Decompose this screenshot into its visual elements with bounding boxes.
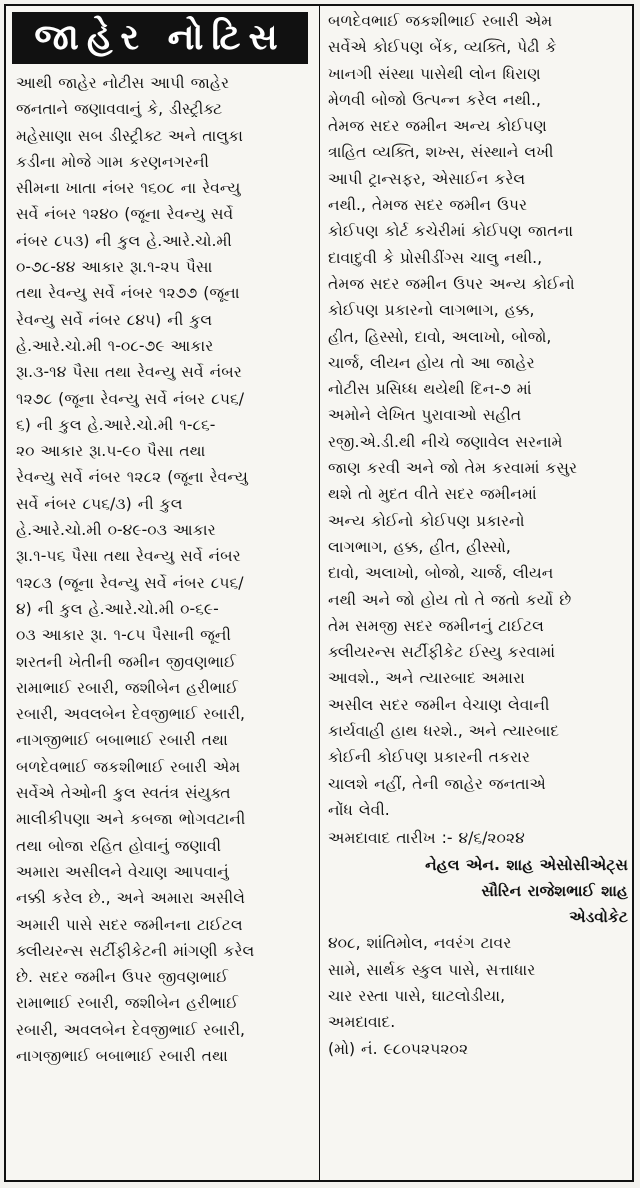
body-line: રામાભાઈ રબારી, જશીબેન હરીભાઈ bbox=[16, 678, 239, 697]
body-line: ક્લીયરન્સ સર્ટીફીકેટ ઈસ્યુ કરવામાં bbox=[328, 643, 556, 662]
body-line: ૧૨૮૩ (જૂના રેવન્યુ સર્વે નંબર ૮૫૬/ bbox=[16, 573, 244, 592]
body-line: કોઈપણ કોર્ટ કચેરીમાં કોઈપણ જાતના bbox=[328, 222, 574, 241]
body-line: ૧૨૭૮ (જૂના રેવન્યુ સર્વે નંબર ૮૫૬/ bbox=[16, 389, 244, 408]
body-line: નાગજીભાઈ બબાભાઈ રબારી તથા bbox=[16, 731, 228, 750]
signature-name: સૌરિન રાજેશભાઈ શાહ bbox=[481, 881, 628, 900]
body-line: ક્લીયરન્સ સર્ટીફીકેટની માંગણી કરેલ bbox=[16, 941, 255, 960]
body-line: ૪) ની કુલ હે.આરે.ચો.મી ૦-૬૯- bbox=[16, 599, 219, 618]
body-line: રામાભાઈ રબારી, જશીબેન હરીભાઈ bbox=[16, 994, 239, 1013]
body-line: રૂા.૧-૫૬ પૈસા તથા રેવન્યુ સર્વે નંબર bbox=[16, 547, 241, 566]
body-line: ચાર્જ, લીયન હોય તો આ જાહેર bbox=[328, 353, 535, 372]
body-line: સર્વેએ તેઓની કુલ સ્વતંત્ર સંયુક્ત bbox=[16, 784, 231, 803]
body-line: રેવન્યુ સર્વે નંબર ૮૪૫) ની કુલ bbox=[16, 310, 213, 329]
body-line: હે.આરે.ચો.મી ૧-૦૮-૭૯ આકાર bbox=[16, 336, 214, 355]
body-line: જાણ કરવી અને જો તેમ કરવામાં કસુર bbox=[328, 459, 578, 478]
body-line: આપી ટ્રાન્સફર, એસાઈન કરેલ bbox=[328, 169, 526, 188]
body-line: બળદેવભાઈ જકશીભાઈ રબારી એમ bbox=[16, 757, 241, 776]
address-line: ચાર રસ્તા પાસે, ઘાટલોડીયા, bbox=[328, 986, 506, 1005]
body-line: આવશે., અને ત્યારબાદ અમારા bbox=[328, 669, 525, 688]
right-column bbox=[328, 8, 628, 1062]
body-line: કોઈપણ પ્રકારનો લાગભાગ, હક્ક, bbox=[328, 301, 535, 320]
body-line: ૨૦ આકાર રૂા.૫-૯૦ પૈસા તથા bbox=[16, 442, 206, 461]
body-line: લાગભાગ, હક્ક, હીત, હીસ્સો, bbox=[328, 537, 511, 556]
body-line: મેળવી બોજો ઉત્પન્ન કરેલ નથી., bbox=[328, 90, 541, 109]
body-line: દાવાદુવી કે પ્રોસીડીંગ્સ ચાલુ નથી., bbox=[328, 248, 543, 267]
body-line: ૦-૭૮-૪૪ આકાર રૂા.૧-૨૫ પૈસા bbox=[16, 258, 213, 277]
signature-role: એડવોકેટ bbox=[569, 908, 628, 927]
notice-title: જાહેર નોટિસ bbox=[12, 12, 308, 64]
body-line: સર્વે નંબર ૮૫૬/૩) ની કુલ bbox=[16, 494, 183, 513]
signature-firm: નેહલ એન. શાહ એસોસીએટ્સ bbox=[425, 855, 628, 874]
body-line: ૬) ની કુલ હે.આરે.ચો.મી ૧-૮૬- bbox=[16, 415, 216, 434]
body-line: અસીલ સદર જમીન વેચાણ લેવાની bbox=[328, 695, 550, 714]
body-line: અમોને લેખિત પુરાવાઓ સહીત bbox=[328, 406, 522, 425]
body-line: છે. સદર જમીન ઉપર જીવણભાઈ bbox=[16, 968, 229, 987]
body-line: રબારી, અવલબેન દેવજીભાઈ રબારી, bbox=[16, 705, 245, 724]
body-line: નથી., તેમજ સદર જમીન ઉપર bbox=[328, 196, 528, 215]
body-line: નોંધ લેવી. bbox=[328, 800, 390, 819]
address-line: સામે, સાર્થક સ્કુલ પાસે, સત્તાધાર bbox=[328, 960, 536, 979]
body-line: રબારી, અવલબેન દેવજીભાઈ રબારી, bbox=[16, 1020, 245, 1039]
body-line: તેમજ સદર જમીન ઉપર અન્ય કોઈનો bbox=[328, 274, 575, 293]
body-line: નોટીસ પ્રસિધ્ધ થયેથી દિન-૭ માં bbox=[328, 380, 532, 399]
body-line: થશે તો મુદત વીતે સદર જમીનમાં bbox=[328, 485, 537, 504]
notice-date: અમદાવાદ તારીખ :- ૪/૬/૨૦૨૪ bbox=[328, 829, 525, 848]
notice-frame bbox=[4, 4, 634, 1182]
body-line: આથી જાહેર નોટીસ આપી જાહેર bbox=[16, 74, 230, 92]
contact-number: (મો) નં. ૯૮૦૫૨૫૨૦૨ bbox=[328, 1039, 469, 1058]
body-line: તથા બોજા રહિત હોવાનું જણાવી bbox=[16, 836, 222, 855]
body-line: અમારા અસીલને વેચાણ આપવાનું bbox=[16, 862, 229, 881]
left-column bbox=[16, 70, 310, 1069]
column-divider bbox=[319, 6, 320, 1180]
body-line: રજી.એ.ડી.થી નીચે જણાવેલ સરનામે bbox=[328, 432, 563, 451]
body-line: નાગજીભાઈ બબાભાઈ રબારી તથા bbox=[16, 1046, 228, 1065]
body-line: રેવન્યુ સર્વે નંબર ૧૨૮૨ (જૂના રેવન્યુ bbox=[16, 468, 248, 487]
body-line: માલીકીપણા અને કબજા ભોગવટાની bbox=[16, 810, 246, 829]
body-line: હીત, હિસ્સો, દાવો, અલાખો, બોજો, bbox=[328, 327, 552, 346]
body-line: ખાનગી સંસ્થા પાસેથી લોન ધિરાણ bbox=[328, 64, 541, 83]
body-line: મહેસાણા સબ ડીસ્ટ્રીક્ટ અને તાલુકા bbox=[16, 126, 243, 145]
body-line: કોઈની કોઈપણ પ્રકારની તકરાર bbox=[328, 748, 530, 767]
body-line: અમારી પાસે સદર જમીનના ટાઈટલ bbox=[16, 915, 243, 934]
body-line: ૦૩ આકાર રૂા. ૧-૮૫ પૈસાની જૂની bbox=[16, 626, 231, 645]
body-line: અન્ય કોઈનો કોઈપણ પ્રકારનો bbox=[328, 511, 525, 530]
body-line: તથા રેવન્યુ સર્વે નંબર ૧૨૭૭ (જૂના bbox=[16, 284, 240, 303]
body-line: સર્વે નંબર ૧૨૪૦ (જૂના રેવન્યુ સર્વે bbox=[16, 205, 234, 224]
body-line: તેમ સમજી સદર જમીનનું ટાઈટલ bbox=[328, 616, 544, 635]
body-line: નથી અને જો હોય તો તે જતો કર્યો છે bbox=[328, 590, 572, 609]
body-line: ત્રાહિત વ્યક્તિ, શખ્સ, સંસ્થાને લખી bbox=[328, 143, 554, 162]
body-line: ચાલશે નહીં, તેની જાહેર જનતાએ bbox=[328, 774, 546, 793]
body-line: શરતની ખેતીની જમીન જીવણભાઈ bbox=[16, 652, 237, 671]
body-line: તેમજ સદર જમીન અન્ય કોઈપણ bbox=[328, 117, 547, 136]
body-line: દાવો, અલાખો, બોજો, ચાર્જ, લીયન bbox=[328, 564, 554, 583]
body-line: કડીના મોજે ગામ કરણનગરની bbox=[16, 152, 210, 171]
body-line: હે.આરે.ચો.મી ૦-૪૯-૦૩ આકાર bbox=[16, 521, 216, 540]
body-line: જનતાને જણાવવાનું કે, ડીસ્ટ્રીક્ટ bbox=[16, 100, 223, 119]
address-line: અમદાવાદ. bbox=[328, 1013, 396, 1032]
address-line: ૪૦૮, શાંતિમોલ, નવરંગ ટાવર bbox=[328, 934, 512, 953]
body-line: સર્વેએ કોઈપણ બેંક, વ્યક્તિ, પેઢી કે bbox=[328, 38, 557, 57]
body-line: બળદેવભાઈ જકશીભાઈ રબારી એમ bbox=[328, 12, 553, 30]
body-line: કાર્યવાહી હાથ ધરશે., અને ત્યારબાદ bbox=[328, 722, 560, 741]
body-line: નંબર ૮૫૩) ની કુલ હે.આરે.ચો.મી bbox=[16, 231, 232, 250]
body-line: નક્કી કરેલ છે., અને અમારા અસીલે bbox=[16, 889, 245, 908]
body-line: સીમના ખાતા નંબર ૧૬૦૮ ના રેવન્યુ bbox=[16, 179, 241, 198]
body-line: રૂા.૩-૧૪ પૈસા તથા રેવન્યુ સર્વે નંબર bbox=[16, 363, 242, 382]
